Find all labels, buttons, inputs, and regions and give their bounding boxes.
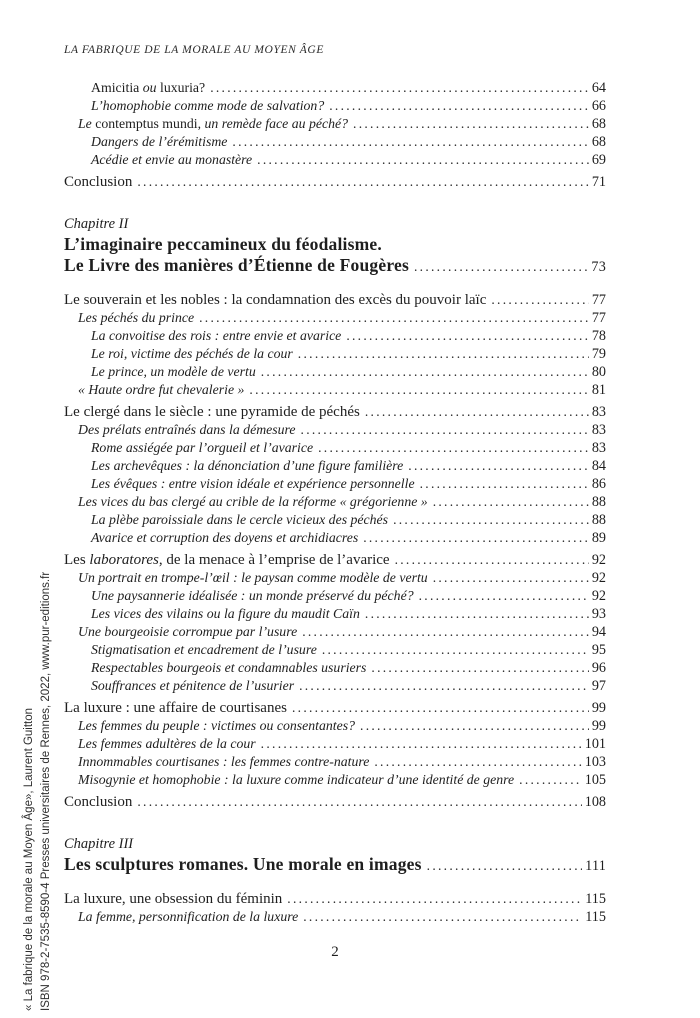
toc-entry [64,115,606,133]
dot-leader [371,659,588,677]
toc-entry-text: , de la menace à l’emprise de l’avarice [158,552,390,568]
dot-leader [519,771,582,789]
toc-entry-label [91,97,324,115]
toc-chapter-label [64,835,606,854]
toc-entry-label [78,381,244,399]
dot-leader [414,256,588,277]
dot-leader [433,493,589,511]
dot-leader [261,735,582,753]
page-number: 2 [331,944,339,960]
dot-leader [374,753,581,771]
dot-leader [346,327,589,345]
toc-entry-text: Avarice et corruption des doyens et archidiacres [91,530,359,545]
toc-entry-label [91,79,205,97]
toc-entry-text: Chapitre II [64,216,129,232]
toc-entry-text: Les archevêques : la dénonciation d’une figure familière [91,458,404,473]
toc-page-number: 80 [591,364,606,380]
toc-chapter-title [64,234,606,255]
toc-entry-label [91,605,360,623]
toc-entry-label [91,529,358,547]
dot-leader [318,439,589,457]
toc-entry-label [64,854,422,875]
toc-entry-text: luxuria? [156,80,206,95]
toc-entry-label [91,677,294,695]
dot-leader [420,475,589,493]
toc-entry [64,551,606,569]
dot-leader [427,855,583,876]
toc-entry-text: L’imaginaire peccamineux du féodalisme. [64,234,382,254]
toc-entry [64,327,606,345]
toc-entry [64,908,606,926]
toc-page-number: 86 [591,476,606,492]
toc-entry [64,439,606,457]
toc-entry-text: Acédie et envie au monastère [91,152,253,167]
toc-entry-label [64,255,409,276]
sidebar-credit-line: « La fabrique de la morale au Moyen Âge», Laurent Guitton [23,707,35,1011]
toc-entry-text: Des prélats entraînés dans la démesure [78,422,296,437]
toc-page-number: 92 [591,588,606,604]
toc-entry [64,605,606,623]
toc-entry-text: Le [78,116,96,131]
toc-entry-label [78,421,296,439]
toc-entry [64,363,606,381]
toc-entry-text: Un portrait en trompe-l’œil : le paysan comme modèle de vertu [78,570,428,585]
toc-entry-text: Les [64,552,90,568]
toc-page-number: 83 [591,404,606,420]
toc-entry-label [91,457,403,475]
dot-leader [395,551,589,569]
toc-entry-text: Les péchés du prince [78,310,195,325]
toc-chapter-title [64,854,606,877]
toc-page-number: 99 [591,718,606,734]
toc-entry-text: laboratores [89,552,159,568]
toc-entry-label [64,551,390,569]
toc-entry-label [91,659,366,677]
toc-entry-text: Le roi, victime des péchés de la cour [91,346,293,361]
toc-entry-label [64,403,360,421]
toc-entry-label [91,345,293,363]
toc-page-number: 83 [591,422,606,438]
toc-entry-label [91,151,252,169]
toc-entry-text: Les sculptures romanes. Une morale en images [64,854,422,874]
toc-entry-text: Dangers de l’érémitisme [91,134,228,149]
dot-leader [137,173,588,191]
dot-leader [393,511,589,529]
toc-entry [64,421,606,439]
toc-entry [64,717,606,735]
toc-entry [64,677,606,695]
toc-page-number: 103 [584,754,606,770]
toc-entry-label [64,291,486,309]
toc-entry-text: La convoitise des rois : entre envie et avarice [91,328,342,343]
toc-page-number: 84 [591,458,606,474]
toc-entry-text: Amicitia [91,80,143,95]
toc-page-number: 69 [591,152,606,168]
toc-entry [64,735,606,753]
toc-page-number: 68 [591,134,606,150]
toc-entry [64,493,606,511]
toc-entry [64,173,606,191]
toc-entry-text: Conclusion [64,174,133,190]
dot-leader [287,890,582,908]
toc-entry [64,569,606,587]
toc-page-number: 105 [584,772,606,788]
toc-entry-text: un remède face au péché? [201,116,349,131]
toc-entry-label [78,309,194,327]
toc-entry [64,587,606,605]
dot-leader [365,605,589,623]
toc-entry [64,623,606,641]
toc-page-number: 101 [584,736,606,752]
toc-entry-text: Rome assiégée par l’orgueil et l’avarice [91,440,314,455]
toc-entry-text: La luxure : une affaire de courtisanes [64,700,287,716]
toc-entry [64,511,606,529]
toc-entry-text: « Haute ordre fut chevalerie » [78,382,245,397]
toc-page-number: 66 [591,98,606,114]
toc-entry-text: Conclusion [64,794,133,810]
toc-entry [64,475,606,493]
toc-page-number: 64 [591,80,606,96]
toc-entry-text: Misogynie et homophobie : la luxure comme indicateur d’une identité de genre [78,772,515,787]
toc-entry [64,753,606,771]
toc-entry [64,97,606,115]
toc-entry-label [91,641,317,659]
toc-entry [64,659,606,677]
toc-entry-text: Le Livre des manières d’Étienne de Fougères [64,255,409,275]
toc-entry [64,641,606,659]
toc-entry-label [91,133,227,151]
toc-chapter-label [64,215,606,234]
dot-leader [301,421,589,439]
toc-page-number: 77 [591,292,606,308]
dot-leader [299,677,589,695]
toc-entry [64,133,606,151]
toc-entry-text: L’homophobie comme mode de salvation? [91,98,325,113]
toc-entry-label [91,439,313,457]
toc-page-number: 71 [591,174,606,190]
toc-entry-label [78,493,428,511]
toc-page-number: 115 [585,891,606,907]
toc-entry-label [78,771,514,789]
dot-leader [365,403,589,421]
toc-page-number: 95 [591,642,606,658]
toc-page-number: 68 [591,116,606,132]
dot-leader [261,363,589,381]
sidebar-vertical-credit [21,572,54,1011]
toc-page-number: 97 [591,678,606,694]
toc-entry-text: Le souverain et les nobles : la condamnation des excès du pouvoir laïc [64,292,487,308]
toc-entry-text: Innommables courtisanes : les femmes contre-nature [78,754,370,769]
dot-leader [298,345,589,363]
toc-entry-label [78,735,256,753]
toc-entry-label [78,115,348,133]
toc-page-number: 96 [591,660,606,676]
toc-entry-text: Les évêques : entre vision idéale et expérience personnelle [91,476,415,491]
toc-entry-text: Une bourgeoisie corrompue par l’usure [78,624,298,639]
toc-entry-label [78,717,355,735]
dot-leader [137,793,581,811]
toc-entry [64,403,606,421]
toc-entry-label [91,363,256,381]
toc-page-number: 88 [591,512,606,528]
toc-page-number: 94 [591,624,606,640]
toc-page-number: 92 [591,552,606,568]
toc-page-number: 89 [591,530,606,546]
toc-entry-text: La femme, personnification de la luxure [78,909,299,924]
toc-entry-label [78,753,369,771]
toc-entry [64,291,606,309]
toc-entry [64,457,606,475]
toc-entry-label [64,215,128,234]
toc-entry [64,381,606,399]
toc-entry-text: Les femmes du peuple : victimes ou consentantes? [78,718,356,733]
toc-page-number: 108 [584,794,606,810]
toc-page-number: 93 [591,606,606,622]
toc-page-number: 111 [585,858,606,874]
dot-leader [353,115,589,133]
toc-entry-text: ou [142,80,157,95]
dot-leader [322,641,589,659]
toc-entry [64,890,606,908]
dot-leader [433,569,589,587]
toc-entry-text: Stigmatisation et encadrement de l’usure [91,642,317,657]
dot-leader [408,457,589,475]
toc-page-number: 99 [591,700,606,716]
toc-entry-label [78,908,298,926]
dot-leader [363,529,589,547]
toc-entry-label [64,835,133,854]
toc-entry-text: Une paysannerie idéalisée : un monde préservé du péché? [91,588,414,603]
dot-leader [232,133,588,151]
toc-entry-text: Souffrances et pénitence de l’usurier [91,678,295,693]
toc-entry-label [64,173,132,191]
toc-entry [64,699,606,717]
toc-entry-text: Respectables bourgeois et condamnables usuriers [91,660,367,675]
toc-entry [64,529,606,547]
toc-entry [64,151,606,169]
dot-leader [329,97,589,115]
toc-entry-label [78,569,428,587]
toc-page-number: 77 [591,310,606,326]
toc-entry [64,793,606,811]
dot-leader [199,309,589,327]
toc-entry [64,345,606,363]
toc [64,79,606,926]
dot-leader [491,291,588,309]
toc-entry-text: Le prince, un modèle de vertu [91,364,256,379]
dot-leader [302,623,589,641]
dot-leader [249,381,588,399]
toc-entry-text: Les femmes adultères de la cour [78,736,256,751]
dot-leader [292,699,589,717]
toc-entry-label [64,234,382,255]
toc-page-number: 115 [585,909,606,925]
toc-page-number: 78 [591,328,606,344]
toc-chapter-title [64,255,606,278]
toc-entry-label [64,890,282,908]
toc-entry-text: La luxure, une obsession du féminin [64,891,283,907]
sidebar-isbn-line: ISBN 978-2-7535-8590-4 Presses universitaires de Rennes, 2022, www.pur-editions.fr [39,571,52,1011]
toc-page-number: 92 [591,570,606,586]
toc-entry-label [91,587,414,605]
toc-entry [64,771,606,789]
toc-entry-label [78,623,297,641]
toc-entry [64,309,606,327]
dot-leader [257,151,589,169]
toc-entry-text: Chapitre III [64,836,134,852]
toc-entry-label [64,699,287,717]
toc-page-number: 81 [591,382,606,398]
toc-entry-label [91,475,415,493]
toc-entry-label [64,793,132,811]
toc-entry-text: La plèbe paroissiale dans le cercle vicieux des péchés [91,512,389,527]
dot-leader [360,717,589,735]
toc-entry [64,79,606,97]
toc-entry-text: contemptus mundi, [95,116,202,131]
toc-page-number: 88 [591,494,606,510]
dot-leader [210,79,589,97]
toc-entry-text: Le clergé dans le siècle : une pyramide de péchés [64,404,360,420]
toc-entry-text: Les vices des vilains ou la figure du maudit Caïn [91,606,360,621]
toc-entry-label [91,327,341,345]
toc-entry-text: Les vices du bas clergé au crible de la réforme « grégorienne » [78,494,428,509]
dot-leader [419,587,589,605]
toc-entry-label [91,511,388,529]
toc-page-number: 83 [591,440,606,456]
running-head: LA FABRIQUE DE LA MORALE AU MOYEN ÂGE [64,44,324,56]
toc-page-number: 73 [591,259,606,275]
dot-leader [303,908,582,926]
toc-page-number: 79 [591,346,606,362]
